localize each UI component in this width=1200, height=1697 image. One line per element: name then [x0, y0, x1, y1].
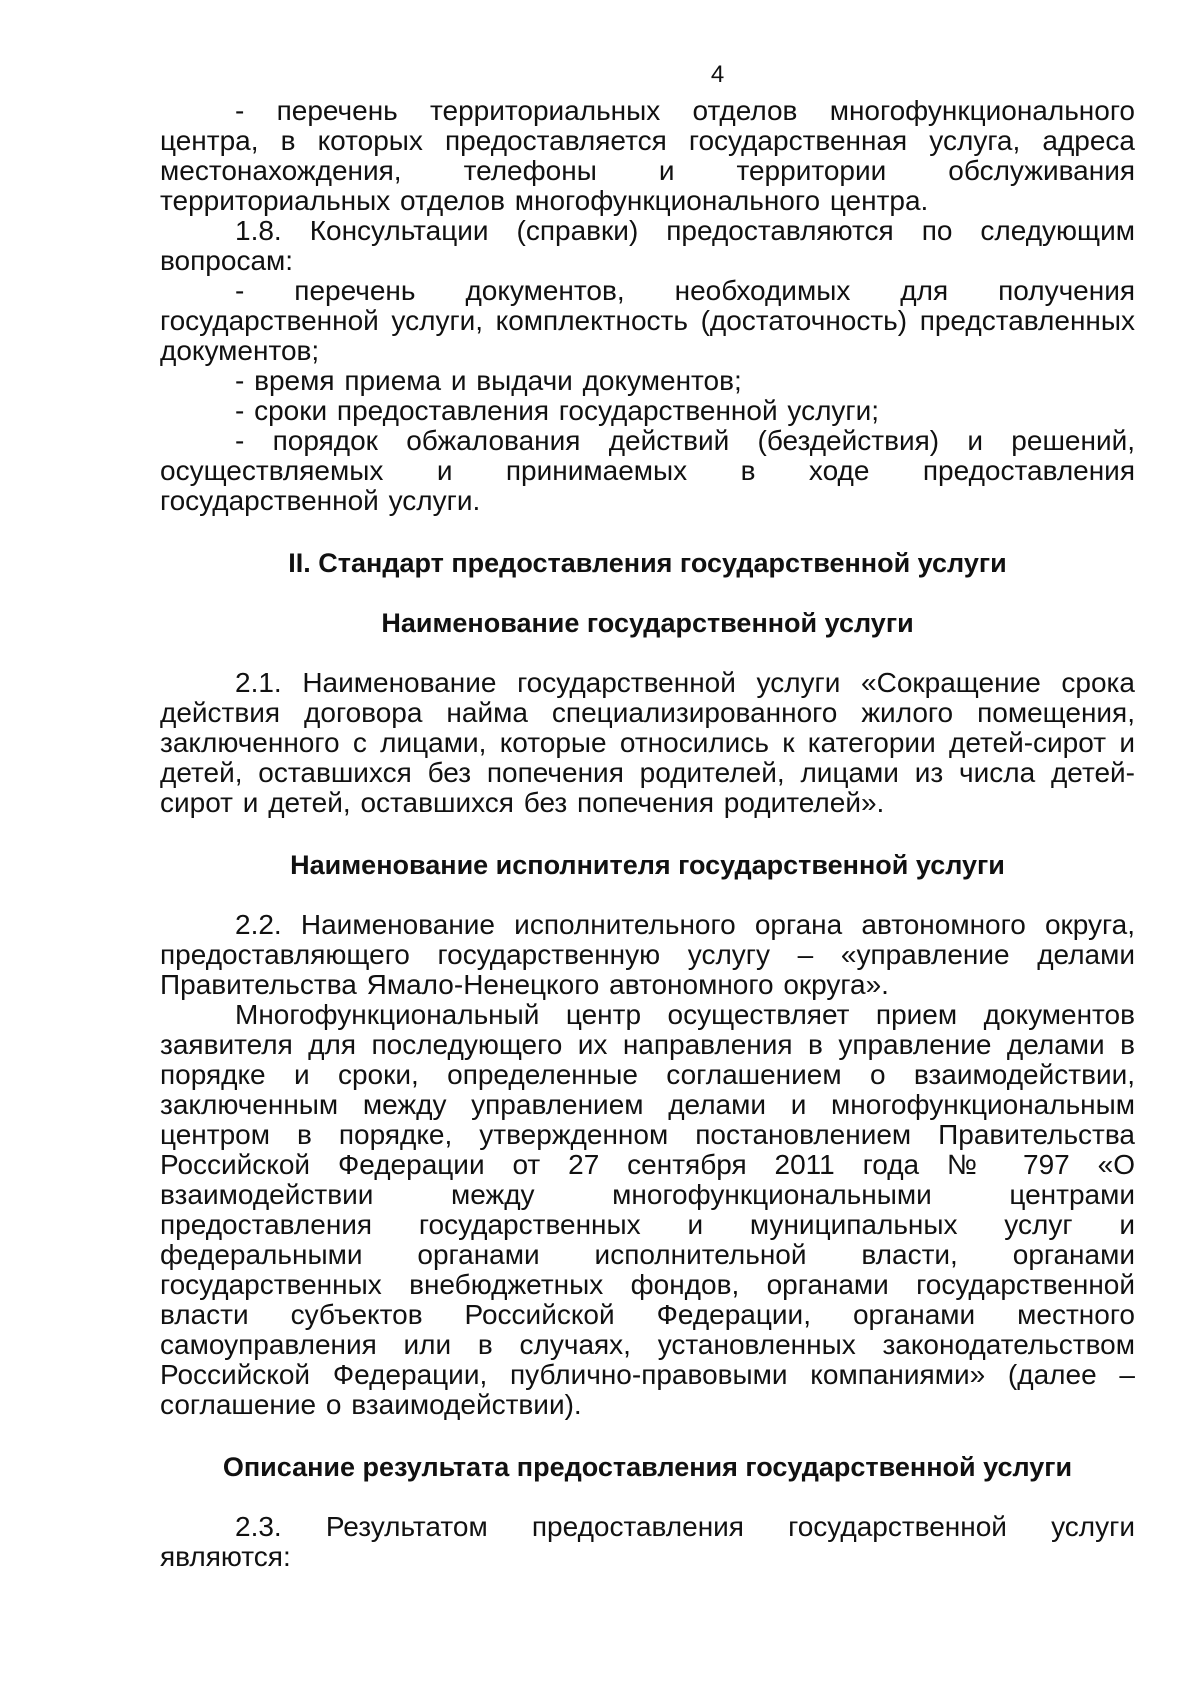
paragraph-mfc-reception: Многофункциональный центр осуществляет прием документов заявителя для последующего их направления в управление делами в порядке и сроки, определенные соглашением о взаимодействии, заключенным между управлением делами и многофункциональным центром в порядке, утвержденном постановлением Правительства Российской Федерации от 27 сентября 2011 года № 797 «О взаимодействии между многофункциональными центрами предоставления государственных и муниципальных услуг и федеральными органами исполнительной власти, органами государственных внебюджетных фондов, органами государственной власти субъектов Российской Федерации, органами местного самоуправления или в случаях, установленных законодательством Российской Федерации, публично-правовыми компаниями» (далее – соглашение о взаимодействии).: [160, 999, 1135, 1420]
paragraph-documents-list: - перечень документов, необходимых для получения государственной услуги, комплектность (достаточность) представленных документов;: [160, 275, 1135, 366]
heading-service-result: Описание результата предоставления государственной услуги: [222, 1452, 1073, 1482]
paragraph-territorial-departments: - перечень территориальных отделов многофункционального центра, в которых предоставляется государственная услуга, адреса местонахождения, телефоны и территории обслуживания территориальных отделов многофункционального центра.: [160, 95, 1135, 216]
page-number: 4: [710, 61, 725, 88]
document-page: [160, 60, 1135, 1572]
paragraph-reception-time: - время приема и выдачи документов;: [235, 365, 742, 396]
paragraph-2-2: 2.2. Наименование исполнительного органа автономного округа, предоставляющего государственную услугу – «управление делами Правительства Ямало-Ненецкого автономного округа».: [160, 909, 1135, 1000]
heading-service-name: Наименование государственной услуги: [381, 608, 914, 638]
paragraph-appeal-procedure: - порядок обжалования действий (бездействия) и решений, осуществляемых и принимаемых в ходе предоставления государственной услуги.: [160, 425, 1135, 516]
paragraph-service-deadlines: - сроки предоставления государственной услуги;: [235, 395, 880, 426]
section-2-title: II. Стандарт предоставления государственной услуги: [288, 548, 1007, 578]
paragraph-1-8-consultations: 1.8. Консультации (справки) предоставляются по следующим вопросам:: [160, 215, 1135, 276]
paragraph-2-1: 2.1. Наименование государственной услуги «Сокращение срока действия договора найма специализированного жилого помещения, заключенного с лицами, которые относились к категории детей-сирот и детей, оставшихся без попечения родителей, лицами из числа детей-сирот и детей, оставшихся без попечения родителей».: [160, 667, 1135, 818]
heading-service-executor: Наименование исполнителя государственной услуги: [290, 850, 1005, 880]
paragraph-2-3: 2.3. Результатом предоставления государственной услуги являются:: [160, 1511, 1135, 1572]
